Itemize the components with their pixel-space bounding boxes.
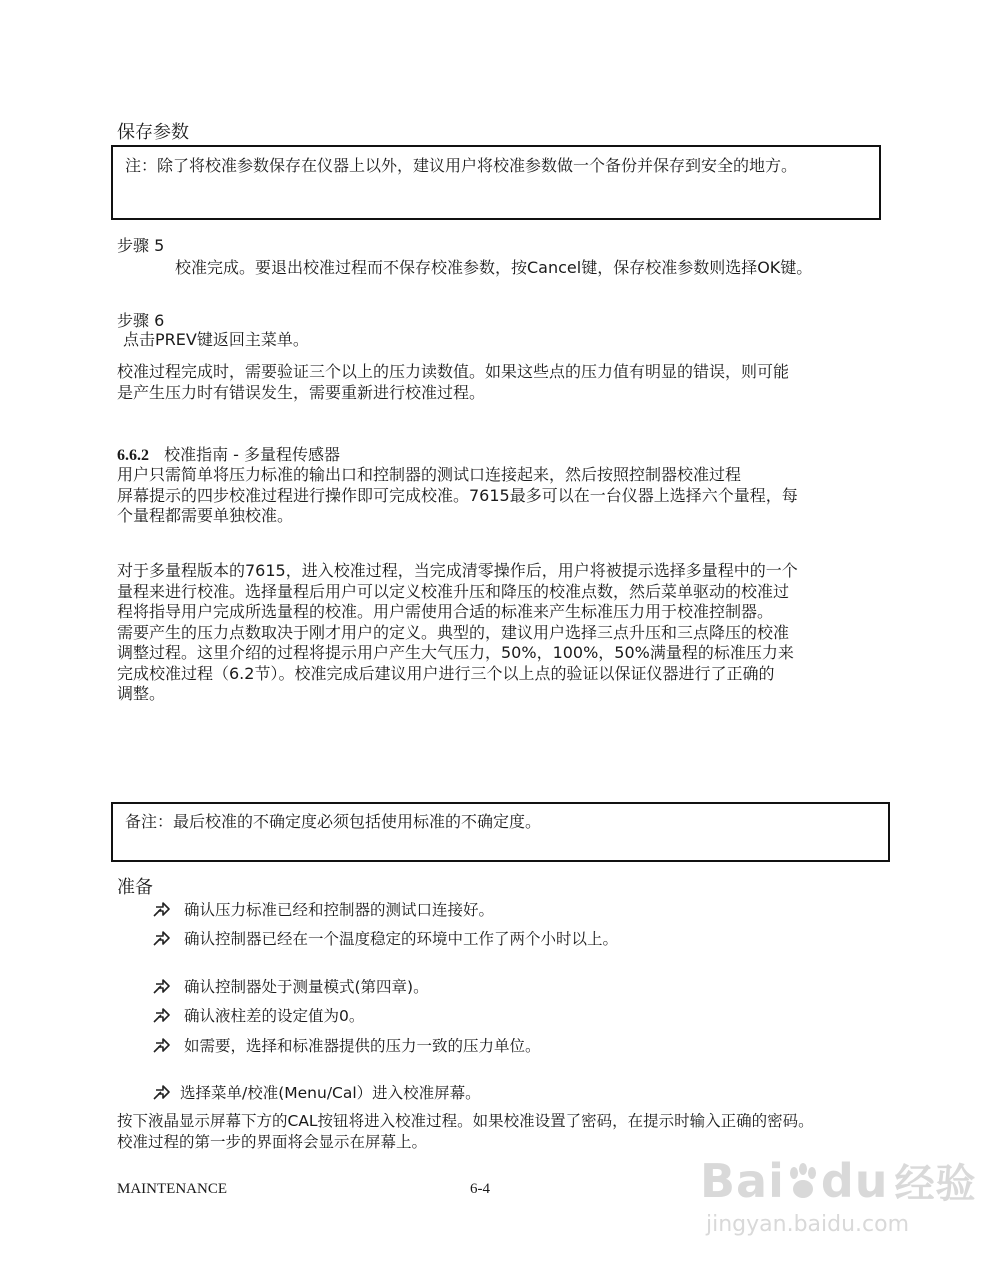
multirange-paragraph xyxy=(117,561,798,705)
pointing-hand-icon xyxy=(152,899,172,919)
remark-text: 备注：最后校准的不确定度必须包括使用标准的不确定度。 xyxy=(125,812,542,831)
footer-page-number: 6-4 xyxy=(470,1181,490,1197)
pointing-hand-icon xyxy=(152,928,172,948)
paragraph-line: 屏幕提示的四步校准过程进行操作即可完成校准。7615最多可以在一台仪器上选择六个量程，每 xyxy=(117,485,798,505)
prep-item-text: 确认压力标准已经和控制器的测试口连接好。 xyxy=(184,901,495,919)
section-paragraph xyxy=(117,465,798,527)
paragraph-line: 调整。 xyxy=(117,684,166,703)
paragraph-line: 校准过程完成时，需要验证三个以上的压力读数值。如果这些点的压力值有明显的错误，则可能 xyxy=(117,362,790,381)
step6-label: 步骤 6 xyxy=(117,311,165,330)
pointing-hand-icon xyxy=(152,976,172,996)
paragraph-line: 对于多量程版本的7615，进入校准过程，当完成清零操作后，用户将被提示选择多量程中的一个 xyxy=(117,561,798,580)
remark-box xyxy=(111,802,890,862)
prep-item xyxy=(152,927,618,949)
paragraph-line: 调整过程。这里介绍的过程将提示用户产生大气压力，50%，100%，50%满量程的标准压力来 xyxy=(117,643,794,662)
section-title: 校准指南 - 多量程传感器 xyxy=(164,445,341,464)
prep-item-text: 选择菜单/校准(Menu/Cal）进入校准屏幕。 xyxy=(180,1084,481,1102)
paragraph-line: 量程来进行校准。选择量程后用户可以定义校准升压和降压的校准点数，然后菜单驱动的校准过 xyxy=(117,581,790,601)
step5-label: 步骤 5 xyxy=(117,236,165,255)
watermark-brand-du: du xyxy=(820,1154,889,1208)
final-paragraph xyxy=(117,1111,814,1152)
note-box xyxy=(111,145,881,220)
watermark-brand-prefix: Bai xyxy=(700,1154,785,1208)
prep-item xyxy=(152,975,429,997)
prep-item-text: 确认液柱差的设定值为0。 xyxy=(184,1007,365,1025)
watermark-url: jingyan.baidu.com xyxy=(706,1212,910,1237)
paragraph-line: 个量程都需要单独校准。 xyxy=(117,506,294,525)
verify-paragraph xyxy=(117,362,789,403)
prep-item-text: 确认控制器已经在一个温度稳定的环境中工作了两个小时以上。 xyxy=(184,930,619,948)
paragraph-line: 用户只需简单将压力标准的输出口和控制器的测试口连接起来，然后按照控制器校准过程 xyxy=(117,465,742,484)
paragraph-line: 是产生压力时有错误发生，需要重新进行校准过程。 xyxy=(117,382,486,402)
step5-text: 校准完成。要退出校准过程而不保存校准参数，按Cancel键，保存校准参数则选择OK键。 xyxy=(175,258,813,277)
watermark-brand-suffix: 经验 xyxy=(894,1161,977,1207)
footer-section-label: MAINTENANCE xyxy=(117,1181,227,1197)
pointing-hand-icon xyxy=(152,1005,172,1025)
section-number: 6.6.2 xyxy=(117,447,149,464)
prep-item xyxy=(152,898,494,920)
prep-item-text: 如需要，选择和标准器提供的压力一致的压力单位。 xyxy=(184,1037,541,1055)
paragraph-line: 完成校准过程（6.2节）。校准完成后建议用户进行三个以上点的验证以保证仪器进行了正确的 xyxy=(117,663,775,683)
paragraph-line: 按下液晶显示屏幕下方的CAL按钮将进入校准过程。如果校准设置了密码，在提示时输入正确的密码。 xyxy=(117,1112,814,1130)
pointing-hand-icon xyxy=(152,1035,172,1055)
pointing-hand-icon xyxy=(152,1082,172,1102)
paragraph-line: 需要产生的压力点数取决于刚才用户的定义。典型的，建议用户选择三点升压和三点降压的校准 xyxy=(117,622,790,642)
prep-item xyxy=(152,1034,541,1056)
prep-item-text: 确认控制器处于测量模式(第四章)。 xyxy=(184,978,429,996)
prep-heading: 准备 xyxy=(117,877,153,898)
prep-item xyxy=(152,1004,364,1026)
watermark-logo xyxy=(700,1152,977,1209)
save-params-heading: 保存参数 xyxy=(117,122,189,143)
section-heading xyxy=(117,442,340,465)
paragraph-line: 程将指导用户完成所选量程的校准。用户需使用合适的标准来产生标准压力用于校准控制器。 xyxy=(117,602,774,621)
paw-icon xyxy=(785,1161,821,1201)
prep-item xyxy=(152,1081,481,1103)
note-text: 注：除了将校准参数保存在仪器上以外，建议用户将校准参数做一个备份并保存到安全的地方。 xyxy=(125,156,798,175)
step6-text: 点击PREV键返回主菜单。 xyxy=(123,330,309,349)
paragraph-line: 校准过程的第一步的界面将会显示在屏幕上。 xyxy=(117,1132,428,1151)
